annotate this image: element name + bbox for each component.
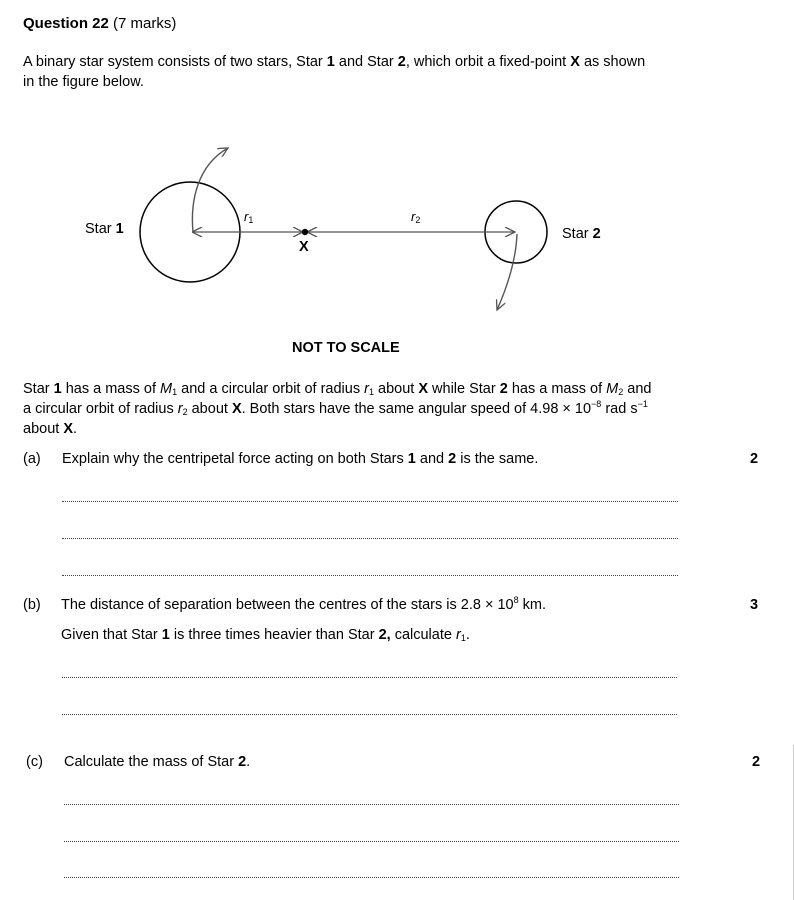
part-b-text: The distance of separation between the centres of the stars is $2.8 \times 10^8$ km. bbox=[61, 595, 547, 613]
x-label: X bbox=[299, 239, 309, 255]
answer-line-a1[interactable] bbox=[62, 501, 678, 502]
answer-line-a2[interactable] bbox=[62, 538, 678, 539]
part-c-text: Calculate the mass of Star 2. bbox=[64, 754, 251, 770]
not-to-scale-label: NOT TO SCALE bbox=[292, 340, 400, 356]
part-c-label: (c) bbox=[26, 754, 43, 770]
part-c-marks: 2 bbox=[752, 754, 761, 770]
part-b-text-line2: Given that Star 1 is three times heavier than Star 2, calculate $r_1$. bbox=[61, 627, 470, 643]
part-a-label: (a) bbox=[23, 451, 41, 467]
description-text: Star 1 has a mass of $M_1$ and a circular orbit of radius $r_1$ about X while Star 2 has a mass of $M_2$ and a circular orbit of radius $r_2$ about X. Both stars have the same angular speed of $4.98 \times 10^{-8}$ rad $s^{-1}$ about X. bbox=[23, 381, 652, 437]
intro-text: A binary star system consists of two stars, Star 1 and Star 2, which orbit a fixed-point X as shown in the figure below. bbox=[23, 54, 646, 90]
star-1-orbit-arrow bbox=[192, 148, 228, 232]
part-b-marks: 3 bbox=[750, 597, 759, 613]
point-x bbox=[302, 229, 308, 235]
star-2-label: Star 2 bbox=[562, 226, 601, 242]
answer-line-b2[interactable] bbox=[62, 714, 677, 715]
part-b-label: (b) bbox=[23, 597, 41, 613]
answer-line-b1[interactable] bbox=[62, 677, 677, 678]
star-2-orbit-arrow bbox=[497, 234, 517, 310]
answer-line-c1[interactable] bbox=[64, 804, 679, 805]
r1-label: $r_1$ bbox=[244, 209, 254, 225]
question-number: Question 22 bbox=[23, 15, 109, 32]
answer-line-a3[interactable] bbox=[62, 575, 678, 576]
star-1-label: Star 1 bbox=[85, 221, 124, 237]
answer-line-c2[interactable] bbox=[64, 841, 679, 842]
question-marks: (7 marks) bbox=[113, 15, 177, 32]
part-a-text: Explain why the centripetal force acting on both Stars 1 and 2 is the same. bbox=[62, 451, 539, 467]
question-title bbox=[23, 15, 176, 32]
r2-label: $r_2$ bbox=[411, 209, 421, 225]
answer-line-c3[interactable] bbox=[64, 877, 679, 878]
part-a-marks: 2 bbox=[750, 451, 759, 467]
